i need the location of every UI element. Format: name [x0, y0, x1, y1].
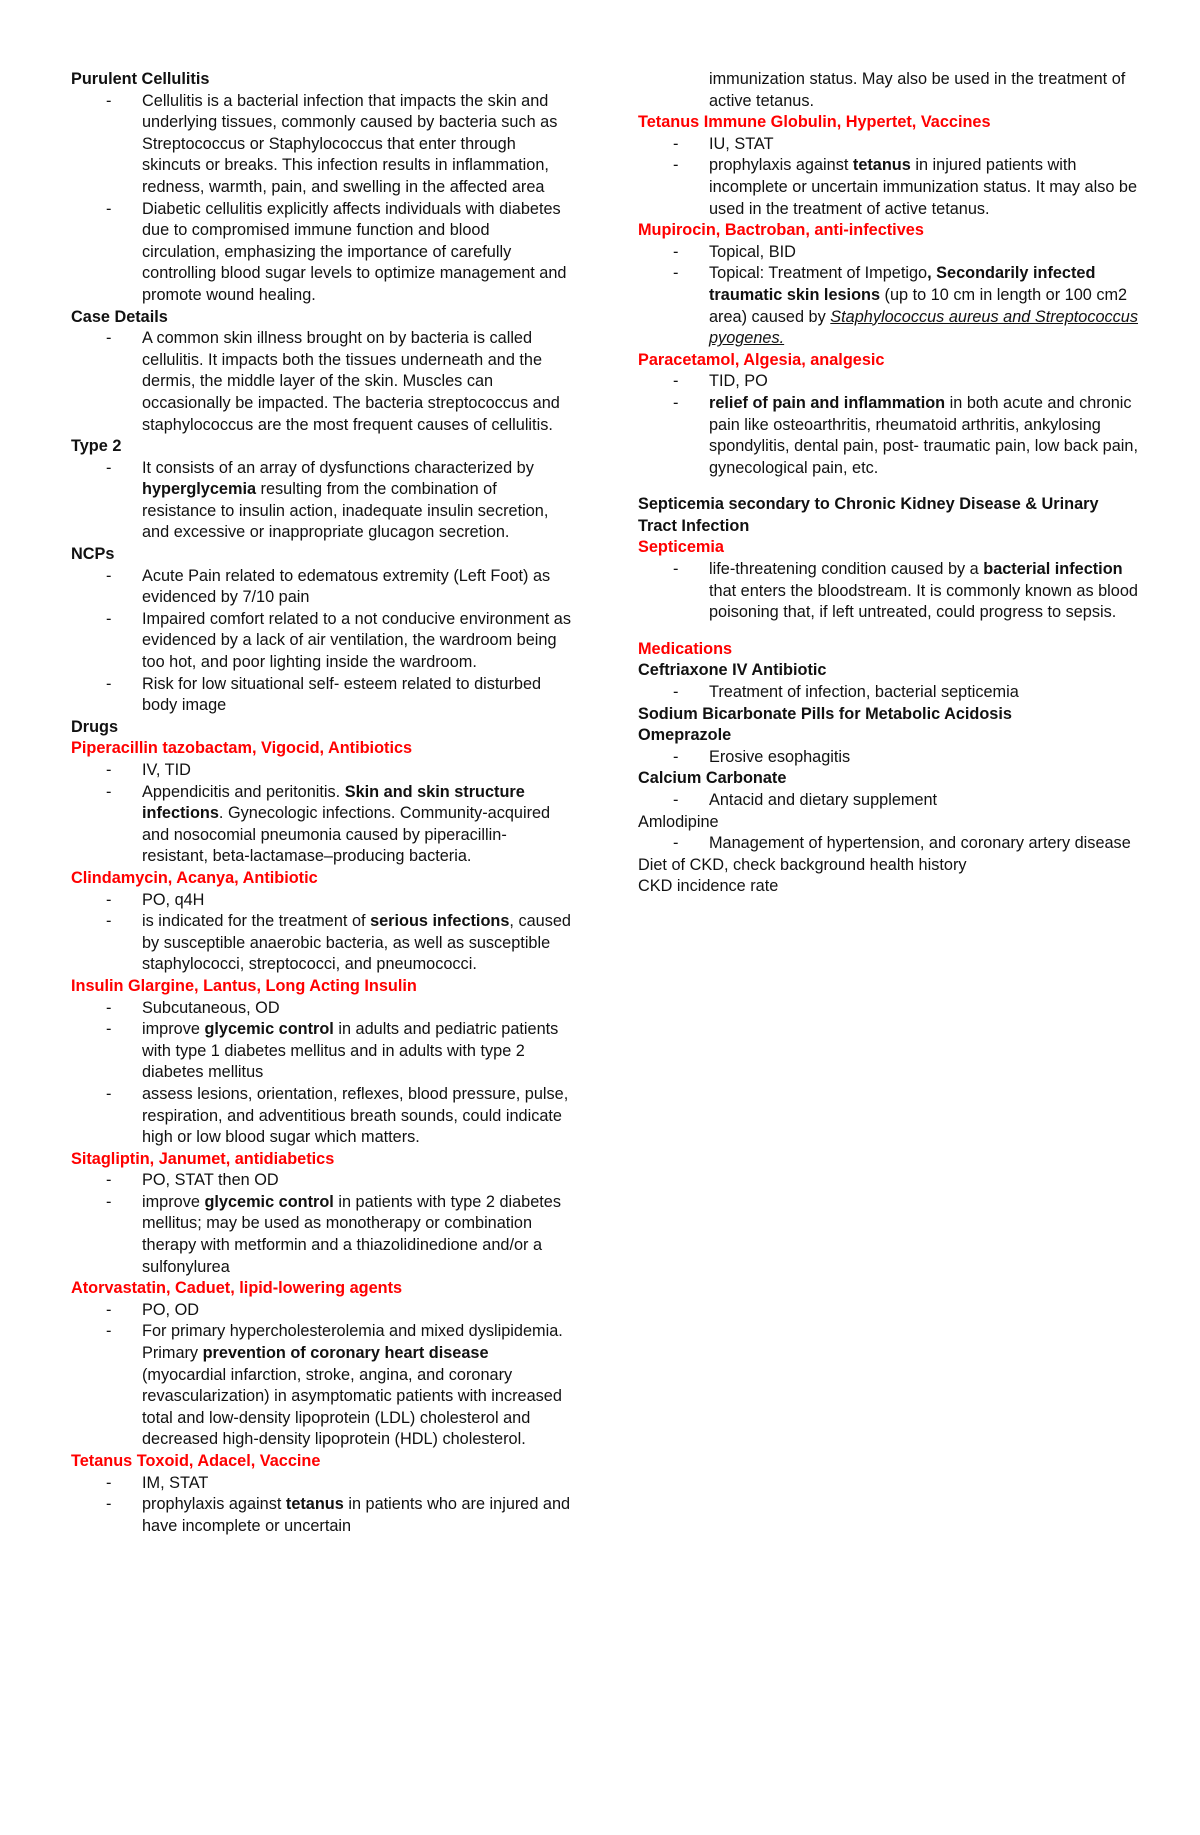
drug-list-piperacillin [71, 760, 571, 868]
septicemia-title: Septicemia [638, 538, 724, 557]
drug-list-clindamycin [71, 890, 571, 976]
list-item: - It consists of an array of dysfunctions characterized by hyperglycemia resulting from the combination of resistance to insulin action, inadequate insulin secretion, and excessive or inappropriate glucagon secretion. [71, 458, 571, 544]
case-details-heading: Case Details [71, 307, 168, 326]
type-2-heading: Type 2 [71, 437, 122, 456]
list-item: - Subcutaneous, OD [71, 998, 571, 1020]
continued-text: immunization status. May also be used in the treatment of active tetanus. [709, 70, 1126, 110]
list-item: - IV, TID [71, 760, 571, 782]
drug-list-tetanus-immune-globulin [638, 134, 1138, 220]
med-title-calcium-carbonate: Calcium Carbonate [638, 769, 787, 788]
ncps-heading: NCPs [71, 545, 115, 564]
list-item: - Impaired comfort related to a not conducive environment as evidenced by a lack of air ventilation, the wardroom being too hot, and poor lighting inside the wardroom. [71, 609, 571, 674]
drug-title-tetanus-immune-globulin: Tetanus Immune Globulin, Hypertet, Vaccines [638, 113, 991, 132]
drug-title-sitagliptin: Sitagliptin, Janumet, antidiabetics [71, 1149, 335, 1168]
list-item: - PO, q4H [71, 890, 571, 912]
drug-list-atorvastatin [71, 1300, 571, 1451]
list-item: - PO, STAT then OD [71, 1170, 571, 1192]
note-diet-ckd: Diet of CKD, check background health history [638, 855, 967, 874]
right-column [638, 69, 1138, 898]
list-item: - Topical, BID [638, 242, 1138, 264]
septicemia-list [638, 559, 1138, 624]
drug-list-paracetamol [638, 371, 1138, 479]
list-item: - Management of hypertension, and coronary artery disease [638, 833, 1138, 855]
case-details-list [71, 328, 571, 436]
drug-title-tetanus-toxoid: Tetanus Toxoid, Adacel, Vaccine [71, 1452, 321, 1470]
list-item: - Topical: Treatment of Impetigo, Secondarily infected traumatic skin lesions (up to 10 cm in length or 100 cm2 area) caused by Staphylococcus aureus and Streptococcus pyogenes. [638, 263, 1138, 349]
drug-title-paracetamol: Paracetamol, Algesia, analgesic [638, 350, 885, 369]
purulent-cellulitis-heading: Purulent Cellulitis [71, 70, 210, 88]
list-item: - assess lesions, orientation, reflexes, blood pressure, pulse, respiration, and adventitious breath sounds, could indicate high or low blood sugar which matters. [71, 1084, 571, 1149]
drug-list-tetanus-toxoid [71, 1473, 571, 1538]
septicemia-section-heading: Septicemia secondary to Chronic Kidney Disease & Urinary Tract Infection [638, 495, 1099, 535]
list-item: - TID, PO [638, 371, 1138, 393]
med-title-omeprazole: Omeprazole [638, 726, 732, 745]
list-item: - improve glycemic control in adults and pediatric patients with type 1 diabetes mellitus and in adults with type 2 diabetes mellitus [71, 1019, 571, 1084]
medications-heading: Medications [638, 639, 733, 658]
list-item: - relief of pain and inflammation in both acute and chronic pain like osteoarthritis, rheumatoid arthritis, ankylosing spondylitis, dental pain, post- traumatic pain, low back pain, gynecological pain, etc. [638, 393, 1138, 479]
list-item: - Antacid and dietary supplement [638, 790, 1138, 812]
spacer [638, 624, 1138, 639]
note-ckd-incidence: CKD incidence rate [638, 877, 779, 896]
ncps-list [71, 566, 571, 717]
med-title-amlodipine: Amlodipine [638, 812, 719, 831]
list-item: - improve glycemic control in patients with type 2 diabetes mellitus; may be used as monotherapy or combination therapy with metformin and a thiazolidinedione and/or a sulfonylurea [71, 1192, 571, 1278]
list-item: - Appendicitis and peritonitis. Skin and skin structure infections. Gynecologic infections. Community-acquired and nosocomial pneumonia caused by piperacillin-resistant, beta-lactamase–producing bacteria. [71, 782, 571, 868]
med-list-ceftriaxone [638, 682, 1138, 704]
drugs-heading: Drugs [71, 717, 119, 736]
type-2-list [71, 458, 571, 544]
list-item: - prophylaxis against tetanus in injured patients with incomplete or uncertain immunization status. It may also be used in the treatment of active tetanus. [638, 155, 1138, 220]
med-list-amlodipine [638, 833, 1138, 855]
list-item: - Treatment of infection, bacterial septicemia [638, 682, 1138, 704]
list-item: - Diabetic cellulitis explicitly affects individuals with diabetes due to compromised immune function and blood circulation, emphasizing the importance of carefully controlling blood sugar levels to optimize management and promote wound healing. [71, 199, 571, 307]
med-list-omeprazole [638, 747, 1138, 769]
list-item: - life-threatening condition caused by a bacterial infection that enters the bloodstream. It is commonly known as blood poisoning that, if left untreated, could progress to sepsis. [638, 559, 1138, 624]
med-title-sodium-bicarbonate: Sodium Bicarbonate Pills for Metabolic Acidosis [638, 704, 1012, 723]
list-item: - For primary hypercholesterolemia and mixed dyslipidemia. Primary prevention of coronary heart disease (myocardial infarction, stroke, angina, and coronary revascularization) in asymptomatic patients with increased total and low-density lipoprotein (LDL) cholesterol and decreased high-density lipoprotein (HDL) cholesterol. [71, 1321, 571, 1451]
drug-list-insulin-glargine [71, 998, 571, 1149]
list-item: - IU, STAT [638, 134, 1138, 156]
list-item: - is indicated for the treatment of serious infections, caused by susceptible anaerobic bacteria, as well as susceptible staphylococci, streptococci, and pneumococci. [71, 911, 571, 976]
drug-title-insulin-glargine: Insulin Glargine, Lantus, Long Acting Insulin [71, 976, 417, 995]
med-title-ceftriaxone: Ceftriaxone IV Antibiotic [638, 661, 827, 680]
left-column [71, 69, 571, 1537]
list-item: - prophylaxis against tetanus in patients who are injured and have incomplete or uncertain [71, 1494, 571, 1537]
drug-title-piperacillin: Piperacillin tazobactam, Vigocid, Antibiotics [71, 739, 413, 758]
drug-title-atorvastatin: Atorvastatin, Caduet, lipid-lowering agents [71, 1279, 403, 1298]
med-list-calcium-carbonate [638, 790, 1138, 812]
spacer [638, 479, 1138, 494]
drug-list-sitagliptin [71, 1170, 571, 1278]
list-item: - PO, OD [71, 1300, 571, 1322]
drug-list-mupirocin [638, 242, 1138, 350]
purulent-cellulitis-list [71, 91, 571, 307]
list-item: - Risk for low situational self- esteem related to disturbed body image [71, 674, 571, 717]
list-item: - IM, STAT [71, 1473, 571, 1495]
drug-title-mupirocin: Mupirocin, Bactroban, anti-infectives [638, 221, 924, 240]
list-item: - Cellulitis is a bacterial infection that impacts the skin and underlying tissues, commonly caused by bacteria such as Streptococcus or Staphylococcus that enter through skincuts or breaks. This infection results in inflammation, redness, warmth, pain, and swelling in the affected area [71, 91, 571, 199]
drug-title-clindamycin: Clindamycin, Acanya, Antibiotic [71, 868, 318, 887]
list-item: - Acute Pain related to edematous extremity (Left Foot) as evidenced by 7/10 pain [71, 566, 571, 609]
list-item: - Erosive esophagitis [638, 747, 1138, 769]
list-item: - A common skin illness brought on by bacteria is called cellulitis. It impacts both the tissues underneath and the dermis, the middle layer of the skin. Muscles can occasionally be impacted. The bacteria streptococcus and staphylococcus are the most frequent causes of cellulitis. [71, 328, 571, 436]
